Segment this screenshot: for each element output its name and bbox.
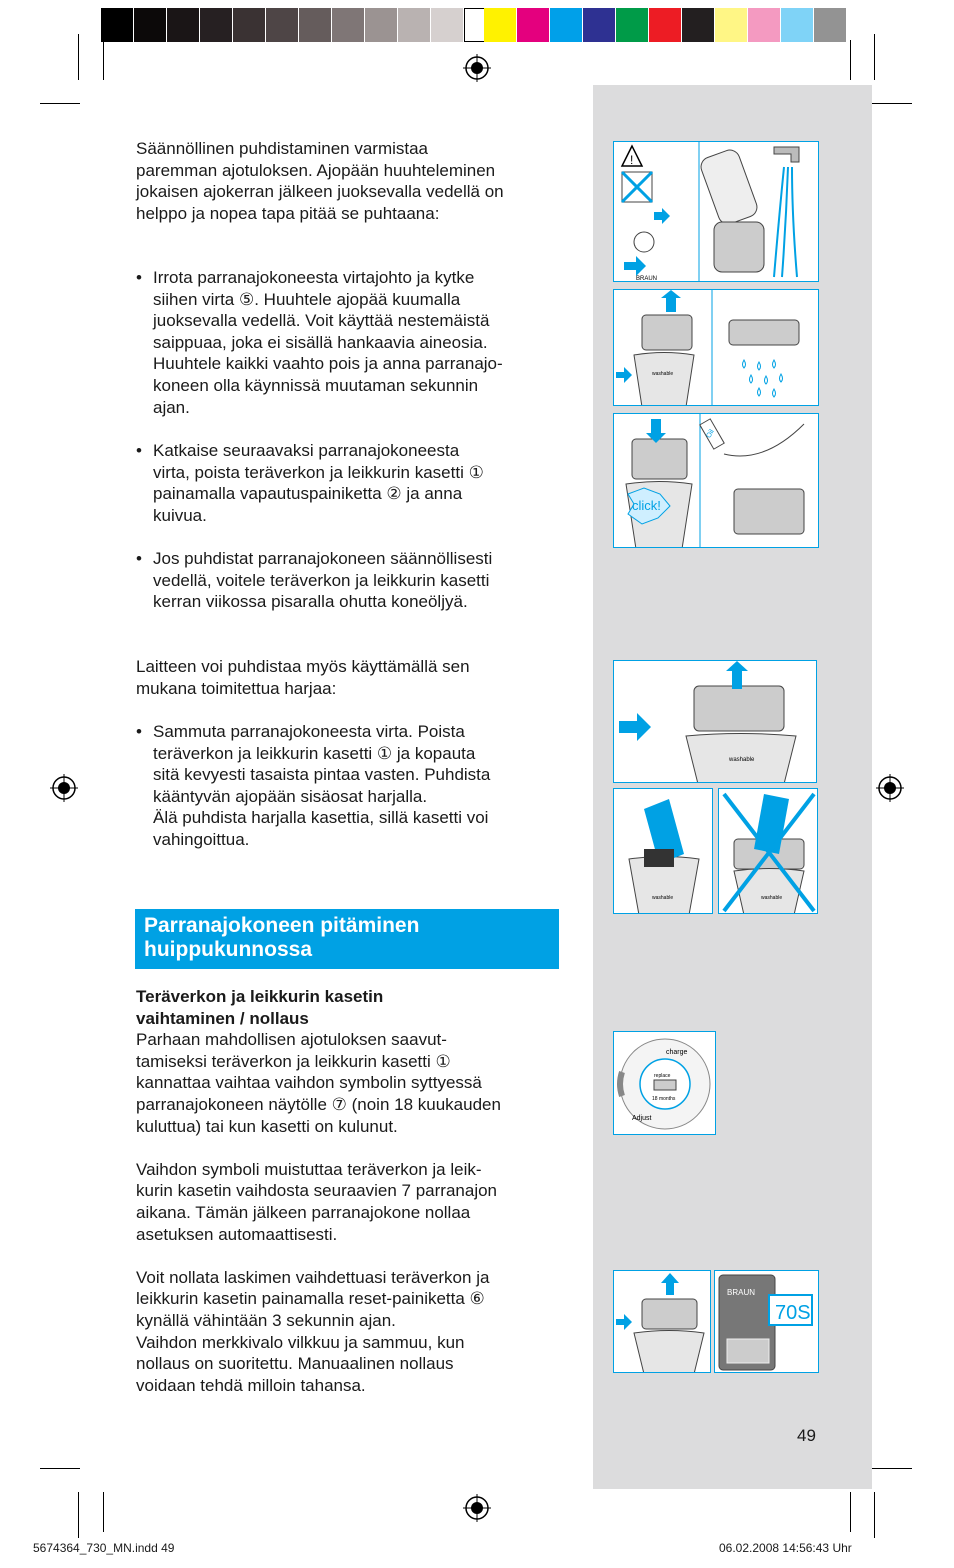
illustration-dry (613, 289, 819, 406)
color-swatch (266, 8, 299, 42)
crop-mark (103, 1492, 104, 1532)
color-swatch (517, 8, 550, 42)
color-swatch (715, 8, 748, 42)
color-swatch (616, 8, 649, 42)
color-swatch (649, 8, 682, 42)
svg-text:washable: washable (761, 895, 783, 901)
svg-text:!: ! (630, 153, 634, 167)
svg-text:charge: charge (666, 1049, 688, 1056)
color-swatch (134, 8, 167, 42)
replacement-paragraph-3: Voit nollata laskimen vaihdettuasi teräverkon ja leikkurin kasetin painamalla reset-painiketta ⑥ kynällä vähintään 3 sekunnin ajan. Vaihdon merkkivalo vilkkuu ja sammuu, kun nollaus on suoritettu. Manuaalinen nollaus voidaan tehdä milloin tahansa. (136, 1267, 490, 1395)
replacement-section (136, 986, 576, 1396)
color-swatch (814, 8, 847, 42)
illustration-display (613, 1031, 716, 1135)
crop-mark (40, 103, 80, 104)
svg-text:18 months: 18 months (652, 1096, 676, 1102)
color-swatch (365, 8, 398, 42)
crop-mark (103, 40, 104, 80)
illustration-brush-forbidden (718, 788, 818, 914)
brush-intro-paragraph: Laitteen voi puhdistaa myös käyttämällä sen mukana toimitettua harjaa: (136, 657, 470, 698)
color-swatch (431, 8, 464, 42)
color-swatch (299, 8, 332, 42)
color-swatch (583, 8, 616, 42)
cassette-code-label: 70S (775, 1302, 811, 1324)
illustration-reset (613, 1270, 711, 1373)
svg-text:washable: washable (652, 371, 674, 377)
crop-mark (78, 1492, 79, 1538)
crop-mark (850, 1492, 851, 1532)
color-swatch-bar (484, 8, 847, 42)
intro-paragraph: Säännöllinen puhdistaminen varmistaa paremman ajotuloksen. Ajopään huuhteleminen jokaisen ajokerran jälkeen juoksevalla vedellä on helppo ja nopea tapa pitää se puhtaana: (136, 139, 504, 223)
illustration-brush (613, 788, 713, 914)
crop-mark (850, 40, 851, 80)
svg-text:Oil: Oil (705, 428, 716, 440)
footer-timestamp: 06.02.2008 14:56:43 Uhr (719, 1541, 852, 1555)
page-number: 49 (797, 1426, 816, 1445)
svg-text:replace: replace (654, 1073, 671, 1079)
color-swatch (101, 8, 134, 42)
illustration-oil (613, 413, 819, 548)
registration-mark-icon (874, 772, 906, 804)
svg-text:BRAUN: BRAUN (636, 276, 658, 282)
crop-mark (872, 1468, 912, 1469)
crop-mark (874, 34, 875, 80)
color-swatch (200, 8, 233, 42)
illustration-rinse (613, 141, 819, 282)
svg-text:Adjust: Adjust (632, 1115, 652, 1122)
grayscale-swatch-bar (101, 8, 497, 42)
color-swatch (781, 8, 814, 42)
replacement-paragraph-1: Parhaan mahdollisen ajotuloksen saavut- tamiseksi teräverkon ja leikkurin kasetti ① kannattaa vaihtaa vaihdon symbolin syttyessä parranajokoneen näytölle ⑦ (noin 18 kuukauden kuluttua) tai kun kasetti on kulunut. (136, 1030, 501, 1136)
illustration-cassette-pack (714, 1270, 819, 1373)
color-swatch (398, 8, 431, 42)
registration-mark-icon (48, 772, 80, 804)
color-swatch (682, 8, 715, 42)
color-swatch (233, 8, 266, 42)
svg-text:washable: washable (652, 895, 674, 901)
registration-mark-icon (461, 1492, 493, 1524)
svg-text:washable: washable (729, 757, 755, 763)
section-heading: Parranajokoneen pitäminen huippukunnossa (135, 909, 559, 969)
color-swatch (748, 8, 781, 42)
color-swatch (167, 8, 200, 42)
color-swatch (550, 8, 583, 42)
crop-mark (874, 1492, 875, 1538)
color-swatch (332, 8, 365, 42)
color-swatch (484, 8, 517, 42)
illustration-tap-out (613, 660, 817, 783)
svg-text:BRAUN: BRAUN (727, 1288, 756, 1297)
footer-file-info: 5674364_730_MN.indd 49 (33, 1541, 175, 1555)
crop-mark (78, 34, 79, 80)
replacement-subheading: Teräverkon ja leikkurin kasetin vaihtaminen / nollaus (136, 987, 384, 1028)
crop-mark (872, 103, 912, 104)
crop-mark (40, 1468, 80, 1469)
replacement-paragraph-2: Vaihdon symboli muistuttaa teräverkon ja leik- kurin kasetin vaihdosta seuraavien 7 parranajon aikana. Tämän jälkeen parranajokone nollaa asetuksen automaattisesti. (136, 1159, 498, 1244)
click-label: click! (632, 498, 661, 513)
registration-mark-icon (461, 52, 493, 84)
